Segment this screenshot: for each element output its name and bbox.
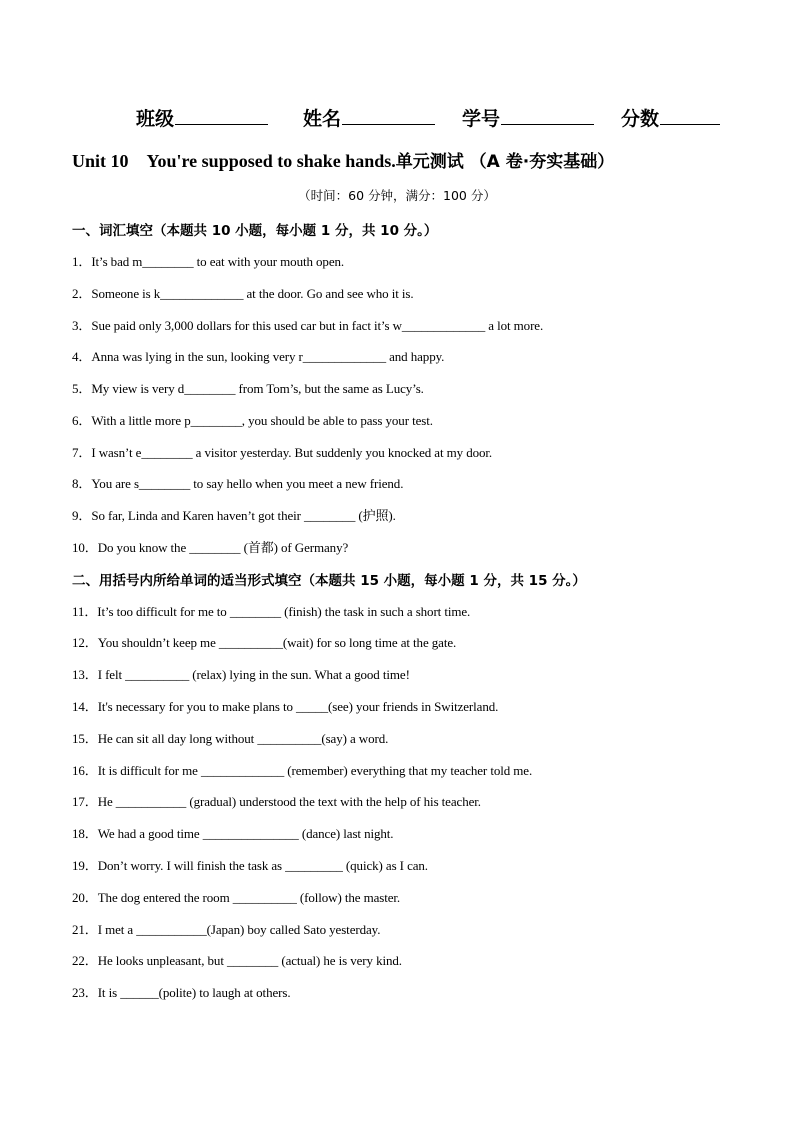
score-field — [621, 104, 720, 131]
question-10 — [72, 537, 348, 556]
question-number: 11． — [72, 604, 98, 619]
question-number: 4． — [72, 349, 92, 364]
title-english: Unit 10 You're supposed to shake hands. — [72, 151, 396, 171]
question-text: I wasn’t e________ a visitor yesterday. But suddenly you knocked at my door. — [91, 445, 493, 460]
question-text: It’s too difficult for me to ________ (finish) the task in such a short time. — [97, 604, 471, 619]
question-number: 14． — [72, 699, 98, 714]
title-chinese: 单元测试 （A 卷·夯实基础） — [395, 152, 615, 172]
question-8 — [72, 473, 403, 492]
question-12 — [72, 632, 456, 651]
question-number: 1． — [72, 254, 92, 269]
question-17 — [72, 791, 481, 810]
page-title — [72, 147, 772, 173]
question-number: 21． — [72, 922, 98, 937]
question-text: It's necessary for you to make plans to _____(see) your friends in Switzerland. — [97, 699, 499, 714]
question-16 — [72, 760, 532, 779]
question-text: We had a good time _______________ (dance) last night. — [97, 826, 394, 841]
question-number: 12． — [72, 635, 98, 650]
id-label: 学号 — [462, 108, 501, 130]
class-label: 班级 — [136, 108, 175, 130]
question-text: Someone is k_____________ at the door. Go and see who it is. — [91, 286, 414, 301]
question-13 — [72, 664, 410, 683]
question-number: 13． — [72, 667, 98, 682]
question-text: He ___________ (gradual) understood the text with the help of his teacher. — [97, 794, 481, 809]
question-text: Don’t worry. I will finish the task as _________ (quick) as I can. — [97, 858, 428, 873]
id-blank[interactable] — [501, 106, 594, 125]
section-heading-2: 二、用括号内所给单词的适当形式填空（本题共 15 小题，每小题 1 分，共 15 分。） — [72, 573, 586, 589]
question-number: 23． — [72, 985, 98, 1000]
question-number: 20． — [72, 890, 98, 905]
question-number: 2． — [72, 286, 92, 301]
section-heading-1: 一、词汇填空（本题共 10 小题，每小题 1 分，共 10 分。） — [72, 223, 438, 239]
question-11 — [72, 601, 470, 620]
question-14 — [72, 696, 498, 715]
question-text: You shouldn’t keep me __________(wait) for so long time at the gate. — [97, 635, 457, 650]
question-text: It is difficult for me _____________ (remember) everything that my teacher told me. — [97, 763, 533, 778]
question-5 — [72, 378, 424, 397]
question-number: 3． — [72, 318, 92, 333]
question-text: With a little more p________, you should be able to pass your test. — [91, 413, 433, 428]
question-text: It’s bad m________ to eat with your mouth open. — [91, 254, 345, 269]
question-text: Sue paid only 3,000 dollars for this used car but in fact it’s w_____________ a lot more. — [91, 318, 544, 333]
question-number: 18． — [72, 826, 98, 841]
question-number: 15． — [72, 731, 98, 746]
question-number: 9． — [72, 508, 92, 523]
score-blank[interactable] — [660, 106, 720, 125]
question-20 — [72, 887, 400, 906]
question-number: 10． — [72, 540, 98, 555]
question-2 — [72, 283, 414, 302]
class-field — [136, 104, 268, 131]
class-blank[interactable] — [175, 106, 268, 125]
score-label: 分数 — [621, 108, 660, 130]
question-1 — [72, 251, 344, 270]
question-text: It is ______(polite) to laugh at others. — [97, 985, 291, 1000]
name-blank[interactable] — [342, 106, 435, 125]
question-9 — [72, 505, 396, 524]
question-text: The dog entered the room __________ (follow) the master. — [97, 890, 401, 905]
question-number: 19． — [72, 858, 98, 873]
question-18 — [72, 823, 393, 842]
question-text: I felt __________ (relax) lying in the sun. What a good time! — [97, 667, 410, 682]
question-21 — [72, 919, 380, 938]
name-label: 姓名 — [303, 108, 342, 130]
question-15 — [72, 728, 388, 747]
question-number: 17． — [72, 794, 98, 809]
exam-duration-note: （时间：60 分钟，满分：100 分） — [298, 188, 496, 203]
id-field — [462, 104, 594, 131]
question-text: Anna was lying in the sun, looking very r_____________ and happy. — [91, 349, 445, 364]
question-number: 5． — [72, 381, 92, 396]
question-23 — [72, 982, 290, 1001]
question-number: 16． — [72, 763, 98, 778]
question-3 — [72, 315, 543, 334]
question-6 — [72, 410, 433, 429]
question-number: 22． — [72, 953, 98, 968]
question-19 — [72, 855, 428, 874]
question-4 — [72, 346, 444, 365]
question-7 — [72, 442, 492, 461]
question-text: My view is very d________ from Tom’s, but the same as Lucy’s. — [91, 381, 424, 396]
question-text: He looks unpleasant, but ________ (actual) he is very kind. — [97, 953, 402, 968]
question-text: Do you know the ________ (首都) of Germany? — [97, 540, 349, 555]
question-text: He can sit all day long without __________(say) a word. — [97, 731, 389, 746]
question-text: You are s________ to say hello when you meet a new friend. — [91, 476, 404, 491]
question-number: 6． — [72, 413, 92, 428]
question-text: So far, Linda and Karen haven’t got their ________ (护照). — [91, 508, 396, 523]
question-number: 7． — [72, 445, 92, 460]
question-text: I met a ___________(Japan) boy called Sato yesterday. — [97, 922, 381, 937]
question-number: 8． — [72, 476, 92, 491]
question-22 — [72, 950, 402, 969]
name-field — [303, 104, 435, 131]
